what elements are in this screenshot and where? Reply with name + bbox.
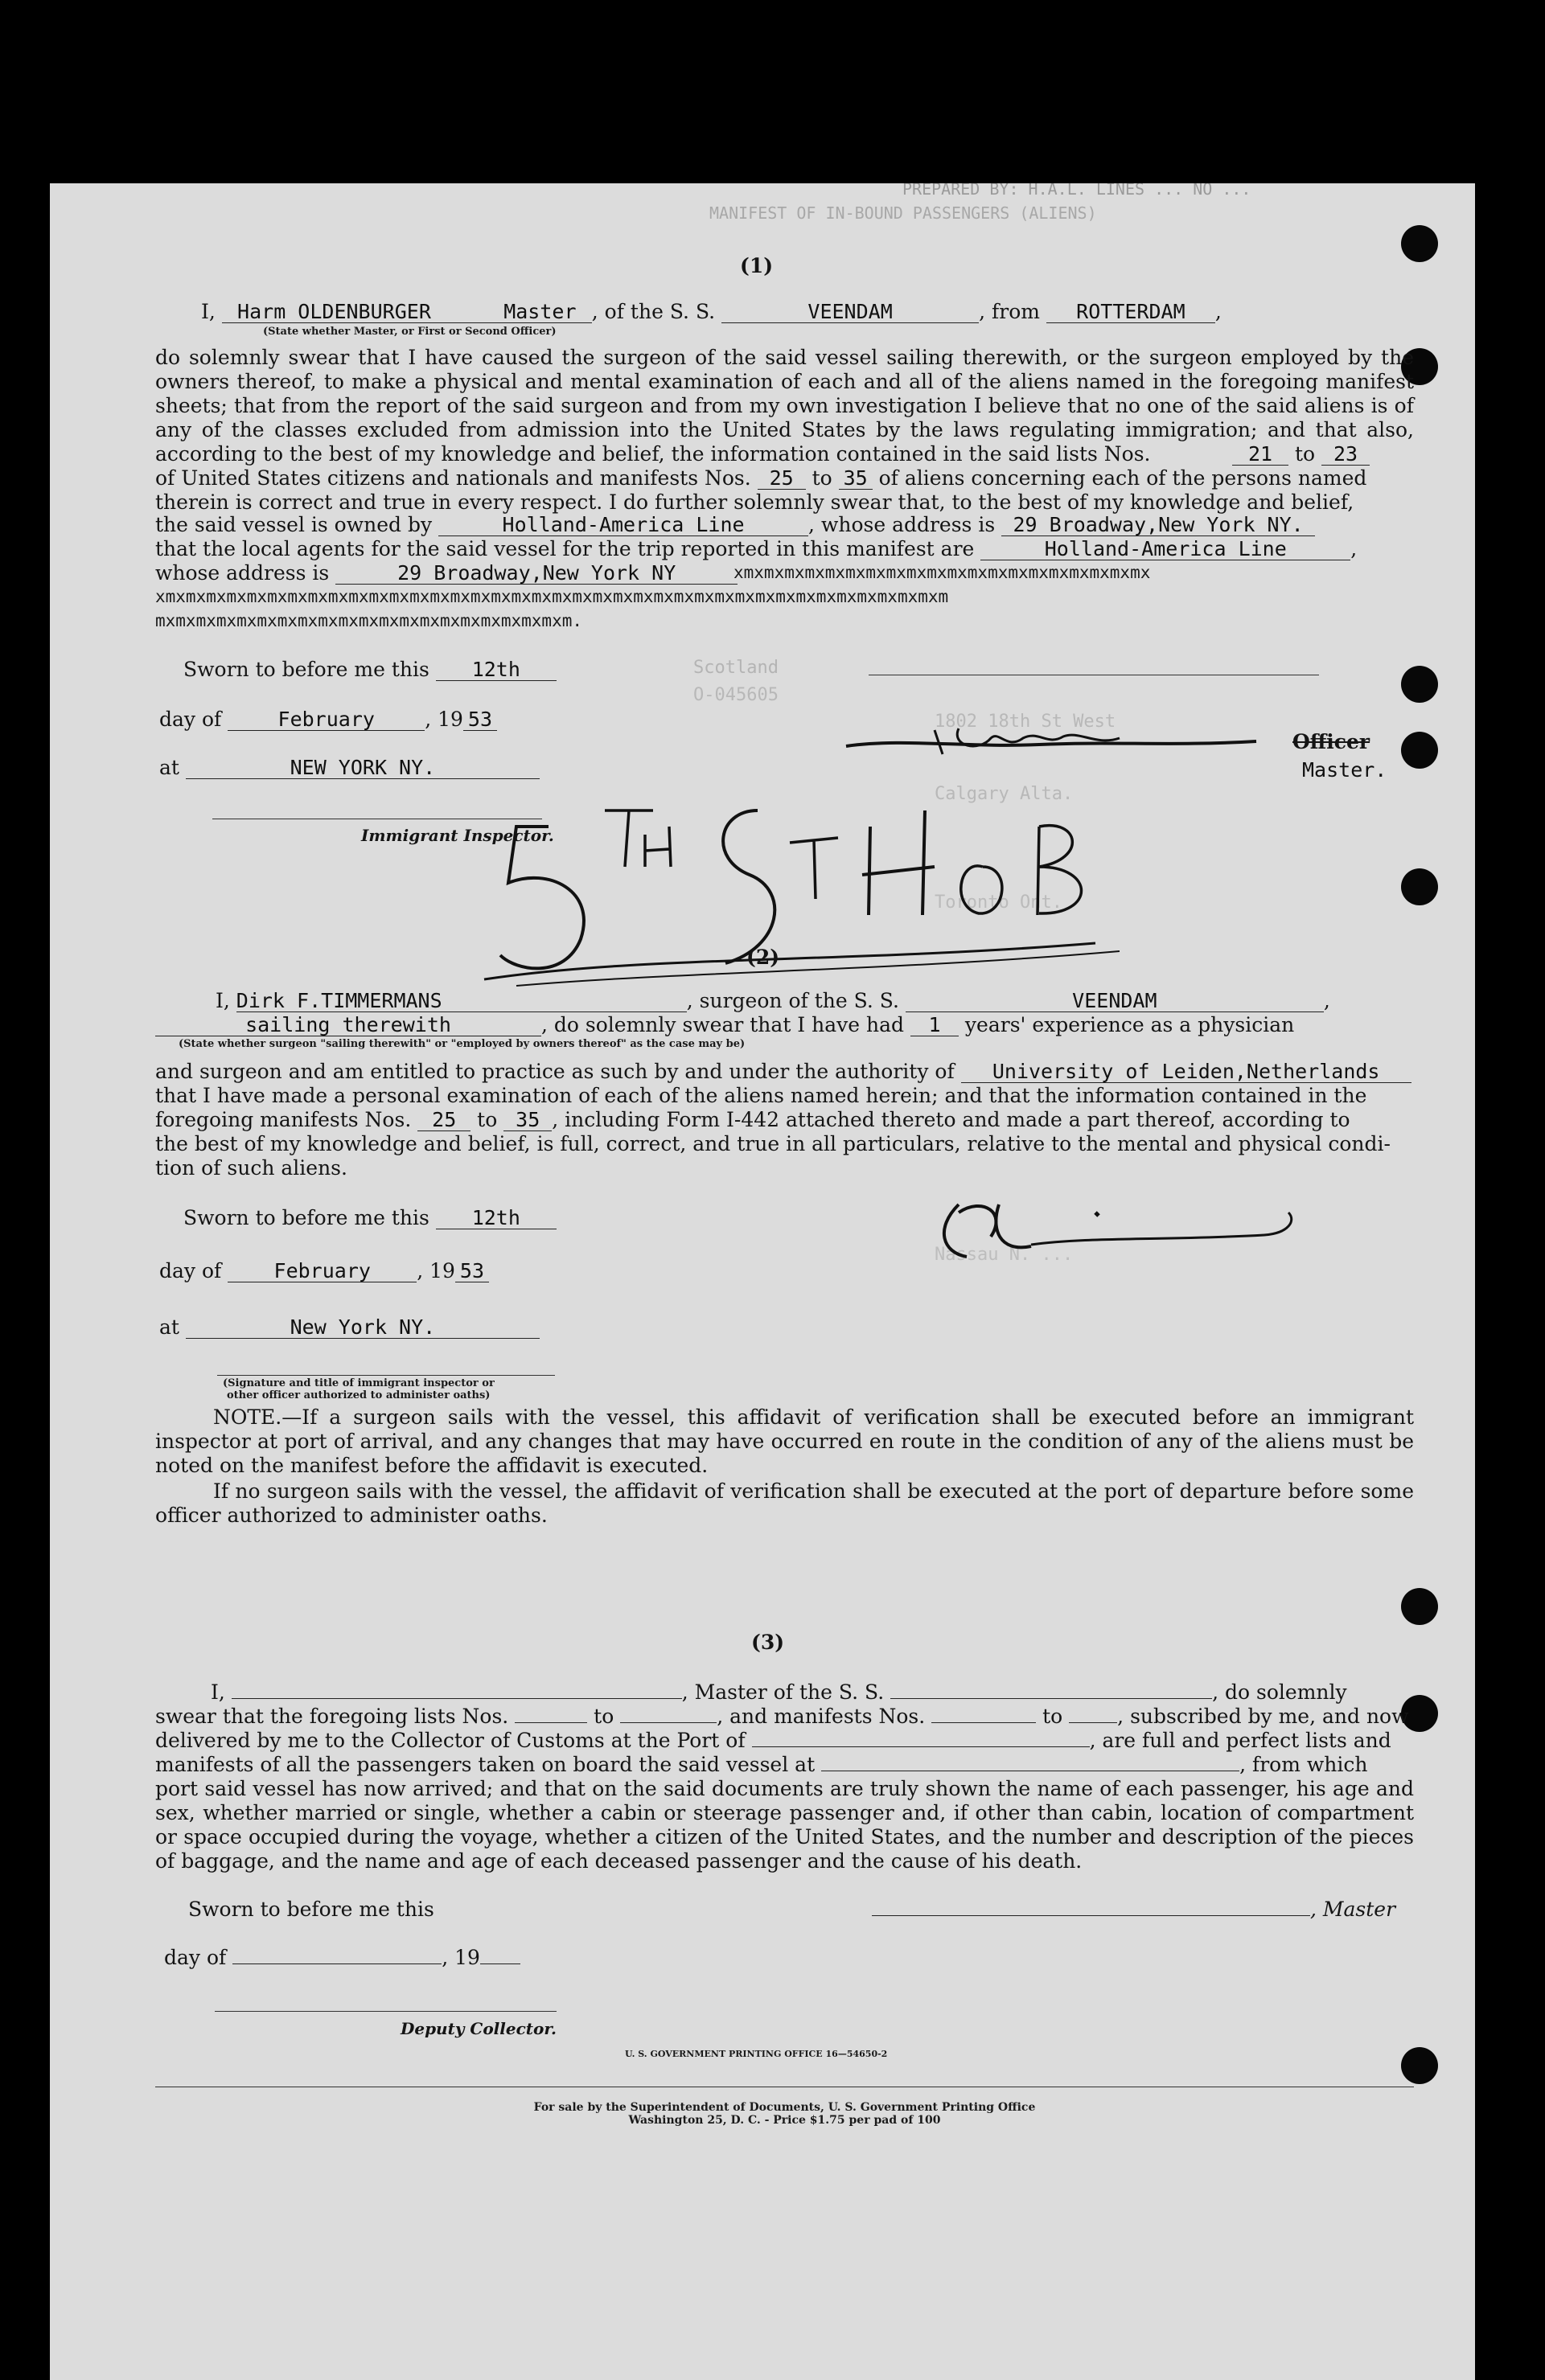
manifests-from-field: 25 (417, 1110, 470, 1131)
struck-out-text: xmxmxmxmxmxmxmxmxmxmxmxmxmxmxmxmxmxmxmxmx (733, 563, 1151, 582)
signature-caption: other officer authorized to administer oaths) (227, 1389, 491, 1401)
collector-label: delivered by me to the Collector of Customs at the Port of (155, 1729, 746, 1752)
deputy-collector-label: Deputy Collector. (401, 2019, 557, 2038)
lists-from-field: 21 (1232, 444, 1288, 466)
immigrant-inspector-label: Immigrant Inspector. (361, 826, 554, 845)
foregoing-label: foregoing manifests Nos. (155, 1108, 412, 1131)
surgeon-of-label: , surgeon of the S. S. (686, 989, 899, 1012)
full-lists-label: , are full and perfect lists and (1089, 1729, 1391, 1752)
sailing-line (155, 1013, 1294, 1037)
master-signature-blank[interactable] (872, 1915, 1310, 1916)
section-number: (3) (751, 1631, 785, 1654)
at-label: at (159, 756, 179, 779)
sworn-line: Sworn to before me this (188, 1898, 434, 1921)
vessel-field: VEENDAM (906, 991, 1324, 1012)
master-label: , Master (1310, 1898, 1396, 1921)
day-of-label: day of (164, 1946, 227, 1969)
vessel-blank[interactable] (890, 1698, 1212, 1699)
sworn-label: Sworn to before me this (183, 658, 429, 681)
officer-struck-label: Officer (1292, 730, 1370, 753)
binder-hole (1401, 868, 1438, 905)
agent-field: Holland-America Line (980, 539, 1350, 560)
to-label: to (812, 466, 832, 490)
binder-hole (1401, 2047, 1438, 2084)
master-oath-line: I, Harm OLDENBURGER Master , of the S. S. VEENDAM , from ROTTERDAM , (201, 300, 1222, 323)
date-line (164, 1946, 520, 1970)
surgeon-signature (910, 1180, 1361, 1269)
sworn-line (183, 658, 557, 682)
bleed-through-text: Nassau N. ... (935, 1245, 1074, 1265)
section3-line-3 (155, 1729, 1391, 1753)
whose-address-label: whose address is (155, 561, 330, 585)
state-whether-caption: (State whether Master, or First or Second Officer) (263, 326, 557, 338)
lists-label: swear that the foregoing lists Nos. (155, 1705, 509, 1728)
binder-hole (1401, 666, 1438, 703)
surgeon-line: I, Dirk F.TIMMERMANS , surgeon of the S. S. VEENDAM , (216, 989, 1330, 1012)
inspector-signature-line (217, 1375, 555, 1376)
including-label: , including Form I-442 attached thereto and made a part thereof, according to (552, 1108, 1350, 1131)
day-of-label: day of (159, 1259, 222, 1282)
master-sign-line (872, 1898, 1395, 1922)
to-label: to (594, 1705, 614, 1728)
struck-out-text: mxmxmxmxmxmxmxmxmxmxmxmxmxmxmxmxmxmxmxmxm. (155, 611, 583, 630)
year-field: 53 (455, 1261, 489, 1282)
bleed-through-text: Toronto Ont. (935, 892, 1062, 913)
do-solemnly-label: , do solemnly (1212, 1680, 1347, 1704)
sworn-day-field: 12th (436, 1208, 557, 1229)
agents-label: that the local agents for the said vessel for the trip reported in this manifest are (155, 537, 975, 560)
year-field: 53 (463, 709, 497, 731)
lists-range (1232, 442, 1370, 466)
lists-to-field: 23 (1321, 444, 1370, 466)
surgeon-name-field: Dirk F.TIMMERMANS (236, 991, 687, 1012)
manifests-to-field: 35 (839, 468, 873, 490)
therein-line: therein is correct and true in every respect. I do further solemnly swear that, to the best of my knowledge and belief, (155, 490, 1354, 514)
sale-notice: For sale by the Superintendent of Documents, U. S. Government Printing Office (533, 2101, 1036, 2114)
sale-notice: Washington 25, D. C. - Price $1.75 per pad of 100 (628, 2114, 941, 2127)
authority-line (155, 1060, 1411, 1084)
at-label: at (159, 1315, 179, 1339)
agent-address-field: 29 Broadway,New York NY (335, 563, 738, 585)
master-of-label: , Master of the S. S. (681, 1680, 885, 1704)
place-line (159, 1315, 540, 1340)
authority-field: University of Leiden,Netherlands (961, 1061, 1411, 1083)
owner-line (155, 513, 1315, 537)
month-field: February (228, 709, 425, 731)
date-line (159, 1259, 489, 1283)
owner-field: Holland-America Line (438, 515, 808, 536)
to-label: to (477, 1108, 498, 1131)
handwritten-annotation (484, 778, 1144, 987)
from-label: , from (979, 300, 1040, 323)
bleed-through-text: O-045605 (693, 685, 779, 705)
master-signature (838, 714, 1321, 762)
section3-line-2 (155, 1705, 1409, 1729)
faded-header-line-2: MANIFEST OF IN-BOUND PASSENGERS (ALIENS) (709, 203, 1097, 223)
struck-out-text: xmxmxmxmxmxmxmxmxmxmxmxmxmxmxmxmxmxmxmxmxmxmxmxmxmxmxmxmxmxmxmxmxmxmxmxmxmxmxm (155, 587, 949, 606)
sailing-field: sailing therewith (155, 1015, 541, 1036)
year-prefix: , 19 (417, 1259, 455, 1282)
to-label: to (1042, 1705, 1063, 1728)
manifests-to-blank[interactable] (1069, 1722, 1117, 1723)
do-solemnly-label: , do solemnly swear that I have had (541, 1013, 905, 1036)
oath-body-paragraph: do solemnly swear that I have caused the surgeon of the said vessel sailing therewith, or the surgeon employed by the owners thereof, to make a physical and mental examination of each and all of the aliens named in the foregoing manifest sheets; that from the report of the said surgeon and from my own investigation I believe that no one of the said aliens is of any of the classes excluded from admission into the United States by the laws regulating immigration; and that also, according to the best of my knowledge and belief, the information contained in the said lists Nos. (155, 346, 1414, 466)
note-paragraph: If no surgeon sails with the vessel, the affidavit of verification shall be executed at the port of departure before some officer authorized to administer oaths. (155, 1479, 1414, 1527)
deputy-signature-line (215, 2011, 557, 2012)
to-label: to (1294, 442, 1316, 466)
vessel-field: VEENDAM (721, 302, 979, 323)
i-label: I, (216, 989, 230, 1012)
i-label: I, (211, 1680, 225, 1704)
port-field: ROTTERDAM (1046, 302, 1215, 323)
signature-caption: (Signature and title of immigrant inspector or (223, 1377, 495, 1389)
foregoing-line (155, 1108, 1350, 1132)
years-label: years' experience as a physician (964, 1013, 1295, 1036)
years-field: 1 (910, 1015, 959, 1036)
master-sign-title: Master. (1302, 758, 1387, 782)
faded-header-line-1: PREPARED BY: H.A.L. LINES ... NO ... (902, 183, 1251, 199)
day-of-label: day of (159, 708, 222, 731)
date-line (159, 708, 497, 732)
section3-line-4 (155, 1753, 1367, 1777)
from-which-label: , from which (1239, 1753, 1368, 1776)
owned-by-label: the said vessel is owned by (155, 513, 433, 536)
i-label: I, (201, 300, 216, 323)
whose-address-label: , whose address is (808, 513, 996, 536)
of-the-ss-label: , of the S. S. (591, 300, 716, 323)
lists-to-blank[interactable] (620, 1722, 717, 1723)
master-name-blank[interactable] (232, 1698, 682, 1699)
section3-body: port said vessel has now arrived; and that on the said documents are truly shown the name of each passenger, his age and sex, whether married or single, whether a cabin or steerage passenger and, if other than cabin, location of compartment or space occupied during the voyage, whether a citizen of the United States, and the number and description of the pieces of baggage, and the name and age of each deceased passenger and the cause of his death. (155, 1777, 1414, 1873)
manifests-line (155, 466, 1366, 490)
note-paragraph: NOTE.—If a surgeon sails with the vessel, this affidavit of verification shall be executed before an immigrant inspector at port of arrival, and any changes that may have occurred en route in the condition of any of the aliens must be noted on the manifest before the affidavit is executed. (155, 1405, 1414, 1477)
body-line: tion of such aliens. (155, 1156, 347, 1180)
year-prefix: , 19 (425, 708, 463, 731)
sworn-line (183, 1206, 557, 1230)
year-prefix: , 19 (442, 1946, 480, 1969)
place-field: NEW YORK NY. (186, 757, 540, 779)
aliens-concerning-label: of aliens concerning each of the persons named (878, 466, 1367, 490)
gpo-imprint: U. S. GOVERNMENT PRINTING OFFICE 16—54650-2 (625, 2049, 888, 2059)
binder-hole (1401, 732, 1438, 769)
body-line: that I have made a personal examination of each of the aliens named herein; and that the information contained in the (155, 1084, 1367, 1107)
binder-hole (1401, 225, 1438, 262)
us-citizens-label: of United States citizens and nationals and manifests Nos. (155, 466, 751, 490)
section-number: (2) (746, 946, 780, 969)
place-line (159, 756, 540, 780)
manifests-to-field: 35 (503, 1110, 552, 1131)
passengers-label: manifests of all the passengers taken on board the said vessel at (155, 1753, 816, 1776)
binder-hole (1401, 1588, 1438, 1625)
sworn-day-field: 12th (436, 659, 557, 681)
subscribed-label: , subscribed by me, and now (1117, 1705, 1409, 1728)
agents-line: that the local agents for the said vessel for the trip reported in this manifest are Holland-America Line , (155, 537, 1358, 560)
manifests-from-field: 25 (758, 468, 806, 490)
authority-label: and surgeon and am entitled to practice as such by and under the authority of (155, 1060, 955, 1083)
place-field: New York NY. (186, 1317, 540, 1339)
agent-address-line (155, 561, 738, 585)
bleed-through-text: Scotland (693, 658, 779, 678)
month-field: February (228, 1261, 417, 1282)
section-number: (1) (740, 254, 774, 277)
section3-line-1 (211, 1680, 1347, 1705)
lists-from-blank[interactable] (515, 1722, 587, 1723)
port-blank[interactable] (752, 1746, 1090, 1747)
document-page (50, 183, 1475, 2380)
manifests-from-blank[interactable] (931, 1722, 1036, 1723)
bleed-through-text: Calgary Alta. (935, 784, 1074, 804)
body-line: the best of my knowledge and belief, is full, correct, and true in all particulars, relative to the mental and physical condi- (155, 1132, 1391, 1155)
sworn-label: Sworn to before me this (183, 1206, 429, 1229)
bleed-through-text: 1802 18th St West (935, 712, 1116, 732)
manifests-label: , and manifests Nos. (717, 1705, 926, 1728)
state-whether-caption: (State whether surgeon "sailing therewith" or "employed by owners thereof" as the case may be) (179, 1038, 746, 1050)
owner-address-field: 29 Broadway,New York NY. (1001, 515, 1315, 536)
master-name-field: Harm OLDENBURGER Master (222, 302, 592, 323)
